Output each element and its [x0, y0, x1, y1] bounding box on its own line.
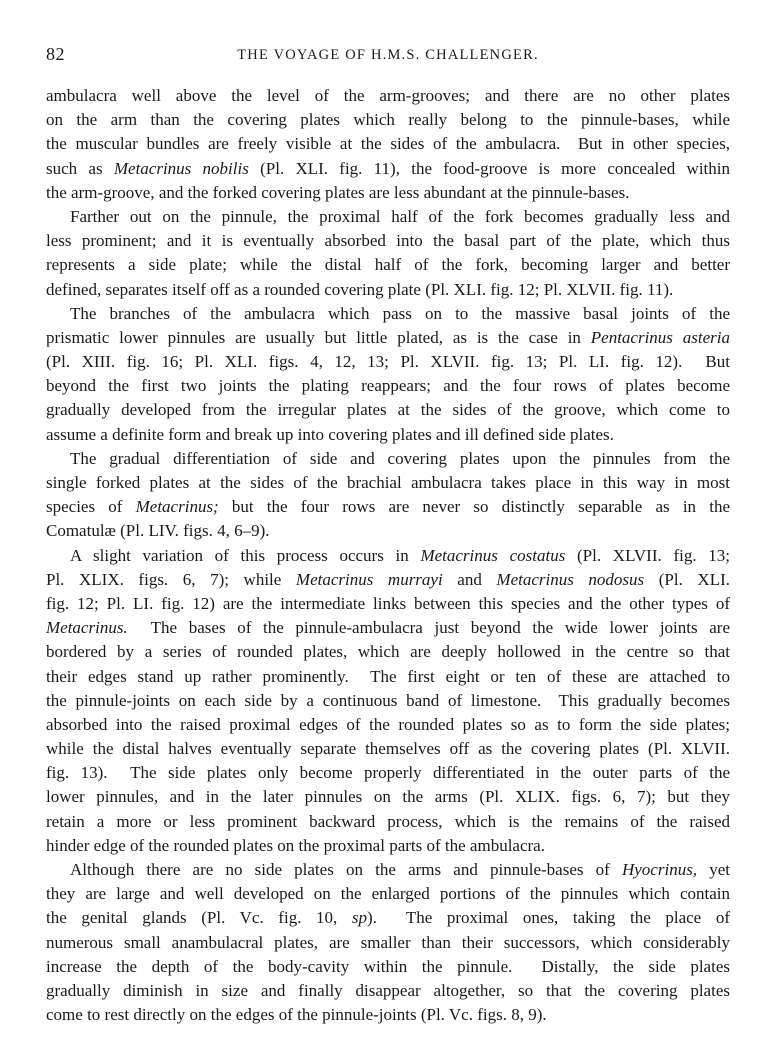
text-segment: increase the depth of the body-cavity within the pinnule. Distally, the side plates	[46, 956, 730, 976]
text-segment: the pinnule-joints on each side by a continuous band of limestone. This gradually becomes	[46, 690, 730, 710]
text-segment: fig. 13). The side plates only become properly differentiated in the outer parts of the	[46, 763, 730, 783]
text-line	[46, 278, 730, 302]
text-line	[46, 713, 730, 737]
text-segment: hinder edge of the rounded plates on the proximal parts of the ambulacra.	[46, 835, 545, 855]
page-number: 82	[46, 44, 65, 64]
text-line	[46, 398, 730, 422]
text-line	[46, 931, 730, 955]
text-line	[46, 616, 730, 640]
text-line	[46, 447, 730, 471]
text-segment: beyond the first two joints the plating reappears; and the four rows of plates become	[46, 376, 730, 396]
text-line	[46, 519, 730, 543]
text-line	[46, 326, 730, 350]
text-line	[46, 665, 730, 689]
text-line	[46, 544, 730, 568]
text-segment: ). The proximal ones, taking the place of	[367, 908, 730, 928]
text-line	[46, 374, 730, 398]
text-segment: numerous small anambulacral plates, are smaller than their successors, which considerably	[46, 932, 730, 952]
text-segment: (Pl. XLI. fig. 11), the food-groove is more concealed within	[248, 158, 731, 178]
text-segment: represents a side plate; while the distal half of the fork, becoming larger and better	[46, 255, 730, 275]
paragraph	[46, 302, 730, 447]
text-segment: lower pinnules, and in the later pinnules on the arms (Pl. XLIX. figs. 6, 7); but they	[46, 787, 730, 807]
text-segment: retain a more or less prominent backward process, which is the remains of the raised	[46, 811, 730, 831]
text-line	[46, 84, 730, 108]
text-segment: species of	[46, 497, 136, 517]
italic-taxon: Metacrinus.	[46, 618, 128, 638]
page-header	[46, 44, 730, 70]
text-segment: gradually diminish in size and finally disappear altogether, so that the covering plates	[46, 980, 730, 1000]
text-segment: the arm-groove, and the forked covering plates are less abundant at the pinnule-bases.	[46, 182, 630, 202]
paragraph	[46, 84, 730, 205]
running-title: THE VOYAGE OF H.M.S. CHALLENGER.	[237, 47, 539, 63]
text-segment: they are large and well developed on the enlarged portions of the pinnules which contain	[46, 884, 730, 904]
italic-taxon: Metacrinus murrayi	[295, 569, 443, 589]
paragraph	[46, 447, 730, 544]
text-segment: Although there are no side plates on the arms and pinnule-bases of	[70, 860, 622, 879]
text-segment: A slight variation of this process occurs in	[70, 545, 421, 565]
italic-taxon: Metacrinus;	[135, 497, 219, 517]
text-line	[46, 1003, 730, 1027]
text-segment: The gradual differentiation of side and covering plates upon the pinnules from the	[70, 448, 730, 468]
text-segment: Comatulæ (Pl. LIV. figs. 4, 6–9).	[46, 521, 270, 541]
text-segment: bordered by a series of rounded plates, which are deeply hollowed in the centre so that	[46, 642, 730, 662]
italic-taxon: Pentacrinus asteria	[590, 327, 730, 347]
paragraph	[46, 205, 730, 302]
text-segment: the genital glands (Pl. Vc. fig. 10,	[46, 908, 352, 928]
text-segment: assume a definite form and break up into covering plates and ill defined side plates.	[46, 424, 614, 444]
text-line	[46, 979, 730, 1003]
text-segment: the muscular bundles are freely visible at the sides of the ambulacra. But in other species,	[46, 134, 730, 154]
text-segment: absorbed into the raised proximal edges of the rounded plates so as to form the side plates;	[46, 714, 730, 734]
text-segment: but the four rows are never so distinctly separable as in the	[218, 497, 730, 517]
text-line	[46, 108, 730, 132]
text-segment: (Pl. XLVII. fig. 13;	[565, 545, 731, 565]
text-segment: (Pl. XLI.	[644, 569, 730, 589]
text-segment: while the distal halves eventually separate themselves off as the covering plates (Pl. XLVII.	[46, 739, 730, 759]
text-segment: their edges stand up rather prominently. The first eight or ten of these are attached to	[46, 666, 730, 686]
text-segment: Farther out on the pinnule, the proximal half of the fork becomes gradually less and	[70, 206, 730, 226]
text-line	[46, 471, 730, 495]
text-segment: such as	[46, 158, 114, 178]
text-line	[46, 205, 730, 229]
text-segment: fig. 12; Pl. LI. fig. 12) are the intermediate links between this species and the other types of	[46, 593, 730, 613]
italic-taxon: Metacrinus nobilis	[113, 158, 249, 178]
text-line	[46, 350, 730, 374]
text-line	[46, 955, 730, 979]
text-line	[46, 882, 730, 906]
text-segment: Pl. XLIX. figs. 6, 7); while	[46, 569, 296, 589]
text-segment: and	[442, 569, 497, 589]
text-line	[46, 810, 730, 834]
paragraph	[46, 544, 730, 858]
text-line	[46, 689, 730, 713]
text-segment: on the arm than the covering plates which really belong to the pinnule-bases, while	[46, 110, 730, 130]
text-segment: defined, separates itself off as a rounded covering plate (Pl. XLI. fig. 12; Pl. XLVII. fig. 11).	[46, 279, 674, 299]
text-line	[46, 495, 730, 519]
text-segment: The bases of the pinnule-ambulacra just beyond the wide lower joints are	[127, 618, 730, 638]
italic-taxon: Hyocrinus,	[621, 860, 698, 879]
text-line	[46, 906, 730, 930]
paragraph	[46, 858, 730, 1027]
text-line	[46, 568, 730, 592]
text-line	[46, 858, 730, 882]
text-segment: less prominent; and it is eventually absorbed into the basal part of the plate, which thus	[46, 231, 730, 251]
text-line	[46, 302, 730, 326]
text-line	[46, 229, 730, 253]
italic-taxon: Metacrinus costatus	[420, 545, 566, 565]
text-segment: The branches of the ambulacra which pass on to the massive basal joints of the	[70, 303, 730, 323]
text-line	[46, 157, 730, 181]
text-segment: come to rest directly on the edges of the pinnule-joints (Pl. Vc. figs. 8, 9).	[46, 1005, 547, 1025]
text-line	[46, 834, 730, 858]
text-line	[46, 761, 730, 785]
italic-taxon: sp	[351, 908, 368, 928]
text-line	[46, 737, 730, 761]
text-line	[46, 592, 730, 616]
text-line	[46, 640, 730, 664]
text-segment: gradually developed from the irregular plates at the sides of the groove, which come to	[46, 400, 730, 420]
text-segment: ambulacra well above the level of the arm-grooves; and there are no other plates	[46, 86, 730, 105]
text-segment: (Pl. XIII. fig. 16; Pl. XLI. figs. 4, 12, 13; Pl. XLVII. fig. 13; Pl. LI. fig. 12). But	[46, 352, 730, 372]
text-line	[46, 423, 730, 447]
text-line	[46, 785, 730, 809]
italic-taxon: Metacrinus nodosus	[496, 569, 645, 589]
text-segment: single forked plates at the sides of the brachial ambulacra takes place in this way in most	[46, 473, 730, 492]
body-text	[46, 84, 730, 1027]
text-segment: prismatic lower pinnules are usually but little plated, as is the case in	[46, 327, 591, 347]
text-line	[46, 132, 730, 156]
text-segment: yet	[697, 860, 730, 879]
text-line	[46, 253, 730, 277]
text-line	[46, 181, 730, 205]
